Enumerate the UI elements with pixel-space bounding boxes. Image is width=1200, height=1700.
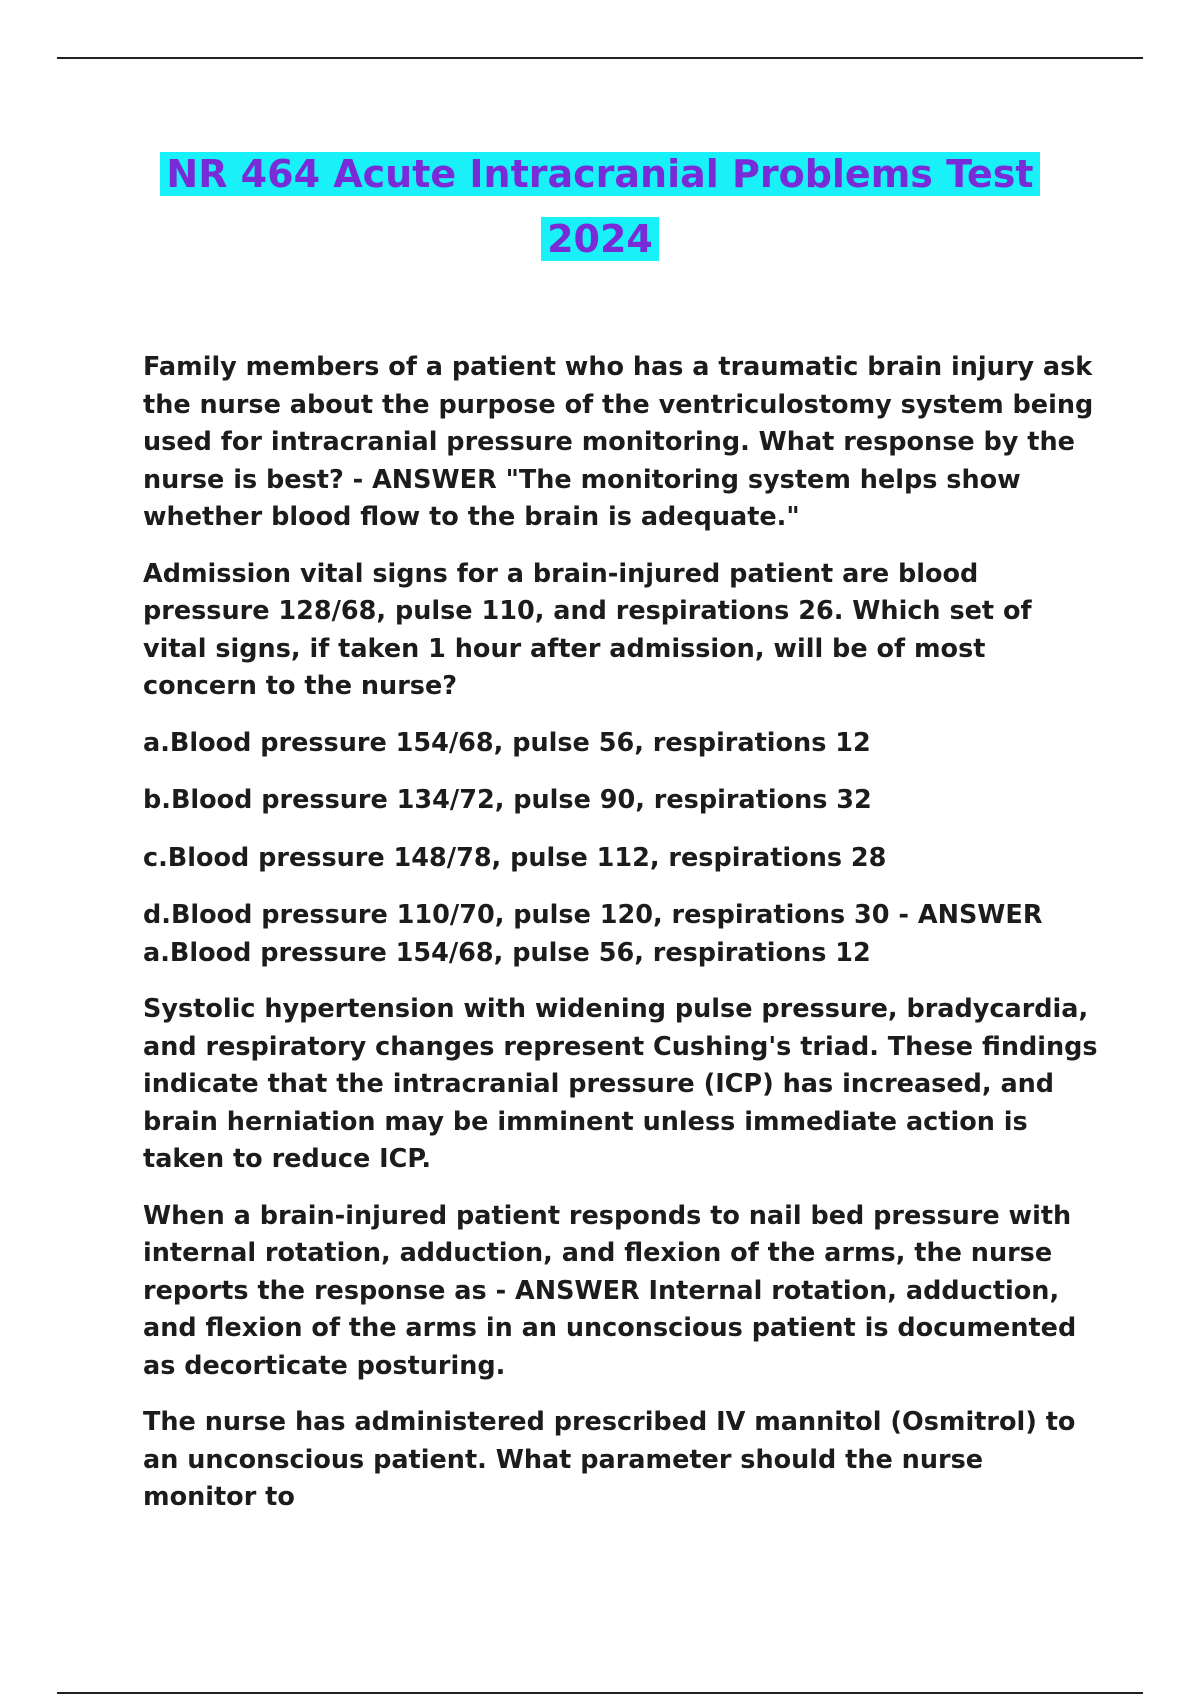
document-title [160, 152, 1039, 261]
option-c: c.Blood pressure 148/78, pulse 112, respirations 28 [143, 842, 887, 873]
paragraph-cushings-triad: Systolic hypertension with widening pulse pressure, bradycardia, and respiratory changes represent Cushing's triad. These findings indicate that the intracranial pressure (ICP) has increased, and brain herniation may be imminent unless immediate action is taken to reduce ICP. [143, 994, 1098, 1174]
title-line-2: 2024 [547, 217, 653, 261]
paragraph-mannitol-question: The nurse has administered prescribed IV mannitol (Osmitrol) to an unconscious patient. What parameter should the nurse monitor to [143, 1407, 1076, 1512]
bottom-divider [57, 1692, 1143, 1694]
option-d-with-answer: d.Blood pressure 110/70, pulse 120, respirations 30 - ANSWER a.Blood pressure 154/68, pulse 56, respirations 12 [143, 900, 1043, 968]
top-divider [57, 57, 1143, 59]
paragraph-vital-signs-question: Admission vital signs for a brain-injured patient are blood pressure 128/68, pulse 110, and respirations 26. Which set of vital signs, if taken 1 hour after admission, will be of most concern to the nurse? [143, 558, 1032, 701]
option-a: a.Blood pressure 154/68, pulse 56, respirations 12 [143, 727, 871, 758]
option-b: b.Blood pressure 134/72, pulse 90, respirations 32 [143, 785, 872, 815]
document-body [143, 349, 1103, 1536]
paragraph-ventriculostomy-question: Family members of a patient who has a traumatic brain injury ask the nurse about the purpose of the ventriculostomy system being used for intracranial pressure monitoring. What response by the nurse is best? - ANSWER "The monitoring system helps show whether blood flow to the brain is adequate." [143, 352, 1094, 532]
paragraph-decorticate-posturing: When a brain-injured patient responds to nail bed pressure with internal rotation, adduction, and flexion of the arms, the nurse reports the response as - ANSWER Internal rotation, adduction, and flexion of the arms in an unconscious patient is documented as decorticate posturing. [143, 1200, 1077, 1381]
title-block [0, 142, 1200, 272]
title-line-1: NR 464 Acute Intracranial Problems Test [166, 152, 1034, 196]
